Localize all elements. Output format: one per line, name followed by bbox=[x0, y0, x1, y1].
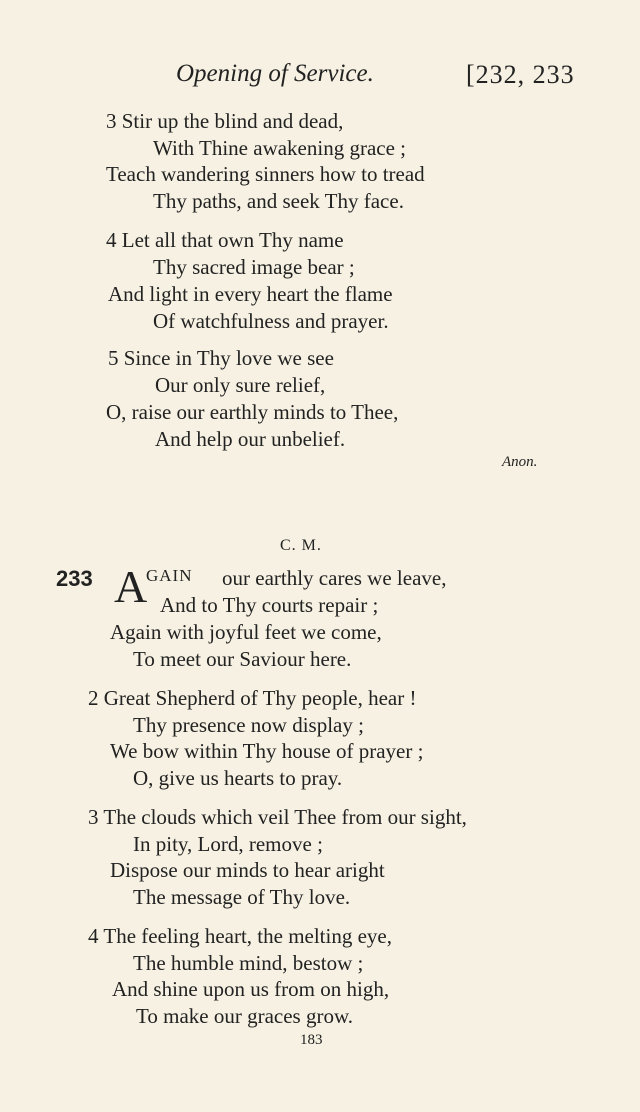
verse-line: And help our unbelief. bbox=[155, 427, 346, 451]
verse-line: Thy sacred image bear ; bbox=[153, 255, 355, 279]
meter-label: C. M. bbox=[280, 537, 322, 554]
verse-line: O, give us hearts to pray. bbox=[133, 766, 343, 790]
verse-line: The humble mind, bestow ; bbox=[133, 951, 364, 975]
verse-line: To meet our Saviour here. bbox=[133, 647, 352, 671]
verse-line: In pity, Lord, remove ; bbox=[133, 832, 323, 856]
page-number: 183 bbox=[300, 1032, 323, 1048]
verse-line: 4 Let all that own Thy name bbox=[106, 228, 344, 252]
running-header-title: Opening of Service. bbox=[176, 60, 374, 87]
verse-line: With Thine awakening grace ; bbox=[153, 136, 407, 160]
verse-line: The message of Thy love. bbox=[133, 885, 351, 909]
drop-cap: A bbox=[114, 561, 148, 612]
verse-line: Again with joyful feet we come, bbox=[110, 620, 382, 644]
verse-line: O, raise our earthly minds to Thee, bbox=[106, 400, 399, 424]
verse-line: And to Thy courts repair ; bbox=[160, 593, 379, 617]
verse-line: Thy paths, and seek Thy face. bbox=[153, 189, 404, 213]
verse-line: our earthly cares we leave, bbox=[222, 566, 447, 590]
verse-line: Dispose our minds to hear aright bbox=[110, 858, 385, 882]
verse-line: 3 The clouds which veil Thee from our sight, bbox=[88, 805, 467, 829]
verse-line: 3 Stir up the blind and dead, bbox=[106, 109, 344, 133]
verse-line: 4 The feeling heart, the melting eye, bbox=[88, 924, 392, 948]
hymn-number: 233 bbox=[56, 566, 93, 591]
author-attribution: Anon. bbox=[502, 454, 538, 470]
verse-line: 2 Great Shepherd of Thy people, hear ! bbox=[88, 686, 417, 710]
running-header-hymn-numbers: [232, 233 bbox=[466, 60, 575, 89]
verse-line: And light in every heart the flame bbox=[108, 282, 393, 306]
verse-line: To make our graces grow. bbox=[136, 1004, 354, 1028]
verse-line: Teach wandering sinners how to tread bbox=[106, 162, 425, 186]
verse-line: Thy presence now display ; bbox=[133, 713, 364, 737]
verse-line: We bow within Thy house of prayer ; bbox=[110, 739, 424, 763]
first-word-small-caps: GAIN bbox=[146, 566, 193, 585]
verse-line: Of watchfulness and prayer. bbox=[153, 309, 389, 333]
verse-line: Our only sure relief, bbox=[155, 373, 326, 397]
verse-line: And shine upon us from on high, bbox=[112, 977, 390, 1001]
verse-line: 5 Since in Thy love we see bbox=[108, 346, 334, 370]
